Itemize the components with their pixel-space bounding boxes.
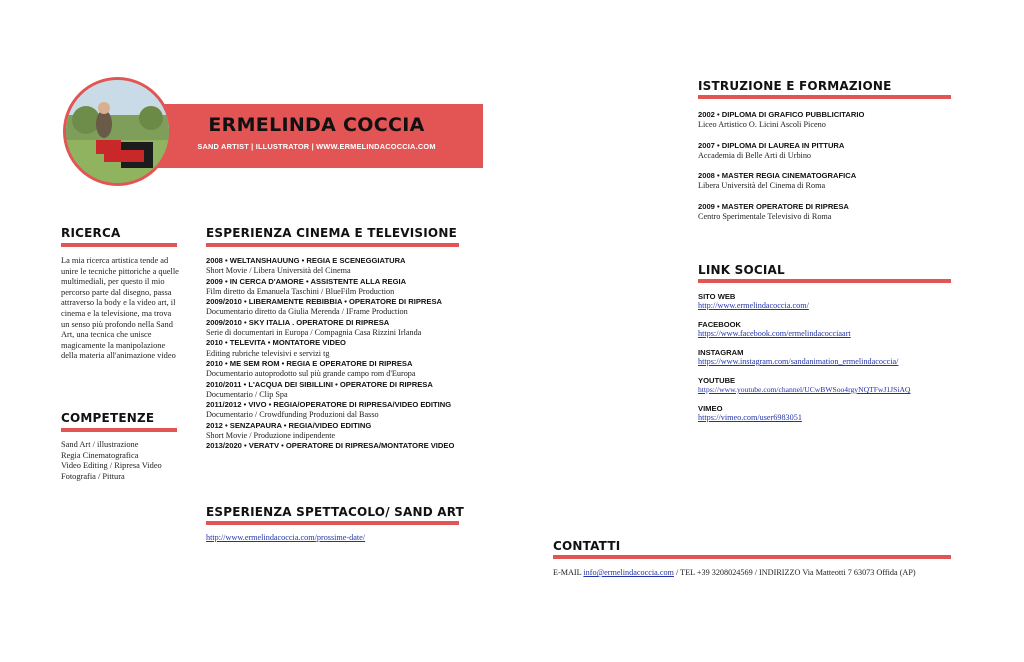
- entry-sub: Centro Sperimentale Televisivo di Roma: [698, 212, 832, 222]
- spettacolo-heading: ESPERIENZA SPETTACOLO/ SAND ART: [206, 505, 465, 519]
- entry-sub: Short Movie / Produzione indipendente: [206, 431, 336, 441]
- entry-title: 2012 • SENZAPAURA • REGIA/VIDEO EDITING: [206, 420, 372, 430]
- social-label-vimeo: VIMEO: [698, 404, 723, 413]
- social-rule: [698, 279, 951, 283]
- vimeo-link[interactable]: https://vimeo.com/user6983051: [698, 413, 802, 422]
- social-heading: LINK SOCIAL: [698, 263, 785, 277]
- entry-title: 2002 • DIPLOMA DI GRAFICO PUBBLICITARIO: [698, 110, 865, 119]
- entry-sub: Accademia di Belle Arti di Urbino: [698, 150, 812, 160]
- email-label: E-MAIL: [553, 568, 582, 577]
- entry-sub: Documentario / Crowdfunding Produzioni dal Basso: [206, 410, 379, 420]
- spettacolo-link[interactable]: http://www.ermelindacoccia.com/prossime-date/: [206, 533, 366, 542]
- ricerca-rule: [61, 243, 177, 247]
- profile-photo: [63, 77, 172, 186]
- contatti-rule: [553, 555, 951, 559]
- entry-sub: Liceo Artistico O. Licini Ascoli Piceno: [698, 120, 826, 130]
- social-label-website: SITO WEB: [698, 292, 736, 301]
- portrait-image: [66, 80, 169, 183]
- entry-title: 2013/2020 • VERATV • OPERATORE DI RIPRESA/MONTATORE VIDEO: [206, 441, 455, 451]
- youtube-link[interactable]: https://www.youtube.com/channel/UCwBWSoo4rgyNQTFwJ1JSiAQ: [698, 385, 911, 394]
- email-link[interactable]: info@ermelindacoccia.com: [583, 568, 674, 577]
- facebook-link[interactable]: https://www.facebook.com/ermelindacocciaart: [698, 329, 851, 338]
- spettacolo-rule: [206, 521, 459, 525]
- contatti-heading: CONTATTI: [553, 539, 621, 553]
- istruzione-rule: [698, 95, 951, 99]
- header-tagline: SAND ARTIST | ILLUSTRATOR | WWW.ERMELINDACOCCIA.COM: [197, 142, 436, 151]
- cinema-entries: [206, 256, 461, 452]
- entry-sub: Documentario diretto da Giulia Merenda / IFrame Production: [206, 307, 408, 317]
- website-link[interactable]: http://www.ermelindacoccia.com/: [698, 301, 809, 310]
- cinema-rule: [206, 243, 459, 247]
- ricerca-text: La mia ricerca artistica tende ad unire le tecniche pittoriche a quelle multimediali, per questo il mio percorso parte dal disegno, passa attraverso la body e la video art, il cinema e la televisione, ma trova un senso più profondo nella Sand Art, una tecnica che unisce magicamente la manipolazione della materia all'animazione video: [61, 256, 179, 361]
- entry-sub: Film diretto da Emanuela Taschini / BlueFilm Production: [206, 286, 395, 296]
- instagram-link[interactable]: https://www.instagram.com/sandanimation_ermelindacoccia/: [698, 357, 899, 366]
- contact-details: / TEL +39 3208024569 / INDIRIZZO Via Matteotti 7 63073 Offida (AP): [675, 568, 916, 577]
- social-links: [698, 292, 998, 422]
- entry-title: 2011/2012 • VIVO • REGIA/OPERATORE DI RIPRESA/VIDEO EDITING: [206, 400, 452, 410]
- ricerca-heading: RICERCA: [61, 226, 121, 240]
- entry-title: 2010 • TELEVITA • MONTATORE VIDEO: [206, 338, 346, 348]
- competenze-list: [61, 440, 191, 482]
- competenze-heading: COMPETENZE: [61, 411, 155, 425]
- social-label-youtube: YOUTUBE: [698, 376, 736, 385]
- entry-title: 2010/2011 • L'ACQUA DEI SIBILLINI • OPERATORE DI RIPRESA: [206, 379, 433, 389]
- cinema-heading: ESPERIENZA CINEMA E TELEVISIONE: [206, 226, 457, 240]
- entry-title: 2009/2010 • LIBERAMENTE REBIBBIA • OPERATORE DI RIPRESA: [206, 297, 442, 307]
- entry-sub: Libera Università del Cinema di Roma: [698, 181, 826, 191]
- entry-title: 2009 • IN CERCA D'AMORE • ASSISTENTE ALLA REGIA: [206, 276, 407, 286]
- contatti-line: [553, 568, 973, 578]
- person-name: ERMELINDA COCCIA: [208, 114, 425, 136]
- social-label-instagram: INSTAGRAM: [698, 348, 744, 357]
- entry-sub: Editing rubriche televisivi e servizi tg: [206, 348, 330, 358]
- list-item: Sand Art / illustrazione: [61, 440, 139, 449]
- entry-title: 2007 • DIPLOMA DI LAUREA IN PITTURA: [698, 140, 845, 150]
- competenze-rule: [61, 428, 177, 432]
- list-item: Fotografia / Pittura: [61, 471, 125, 481]
- entry-title: 2010 • ME SEM ROM • REGIA E OPERATORE DI RIPRESA: [206, 359, 413, 369]
- entry-title: 2008 • WELTANSHAUUNG • REGIA E SCENEGGIATURA: [206, 256, 406, 265]
- entry-title: 2008 • MASTER REGIA CINEMATOGRAFICA: [698, 171, 857, 181]
- entry-title: 2009/2010 • SKY ITALIA . OPERATORE DI RIPRESA: [206, 317, 390, 327]
- entry-title: 2009 • MASTER OPERATORE DI RIPRESA: [698, 201, 849, 211]
- list-item: Video Editing / Ripresa Video: [61, 461, 162, 471]
- istruzione-heading: ISTRUZIONE E FORMAZIONE: [698, 79, 892, 93]
- list-item: Regia Cinematografica: [61, 450, 139, 460]
- entry-sub: Documentario autoprodotto sul più grande campo rom d'Europa: [206, 369, 416, 379]
- entry-sub: Documentario / Clip Spa: [206, 389, 288, 399]
- entry-sub: Short Movie / Libera Università del Cinema: [206, 266, 351, 276]
- istruzione-entries: [698, 110, 958, 222]
- social-label-facebook: FACEBOOK: [698, 320, 742, 329]
- entry-sub: Serie di documentari in Europa / Compagnia Casa Rizzini Irlanda: [206, 328, 422, 338]
